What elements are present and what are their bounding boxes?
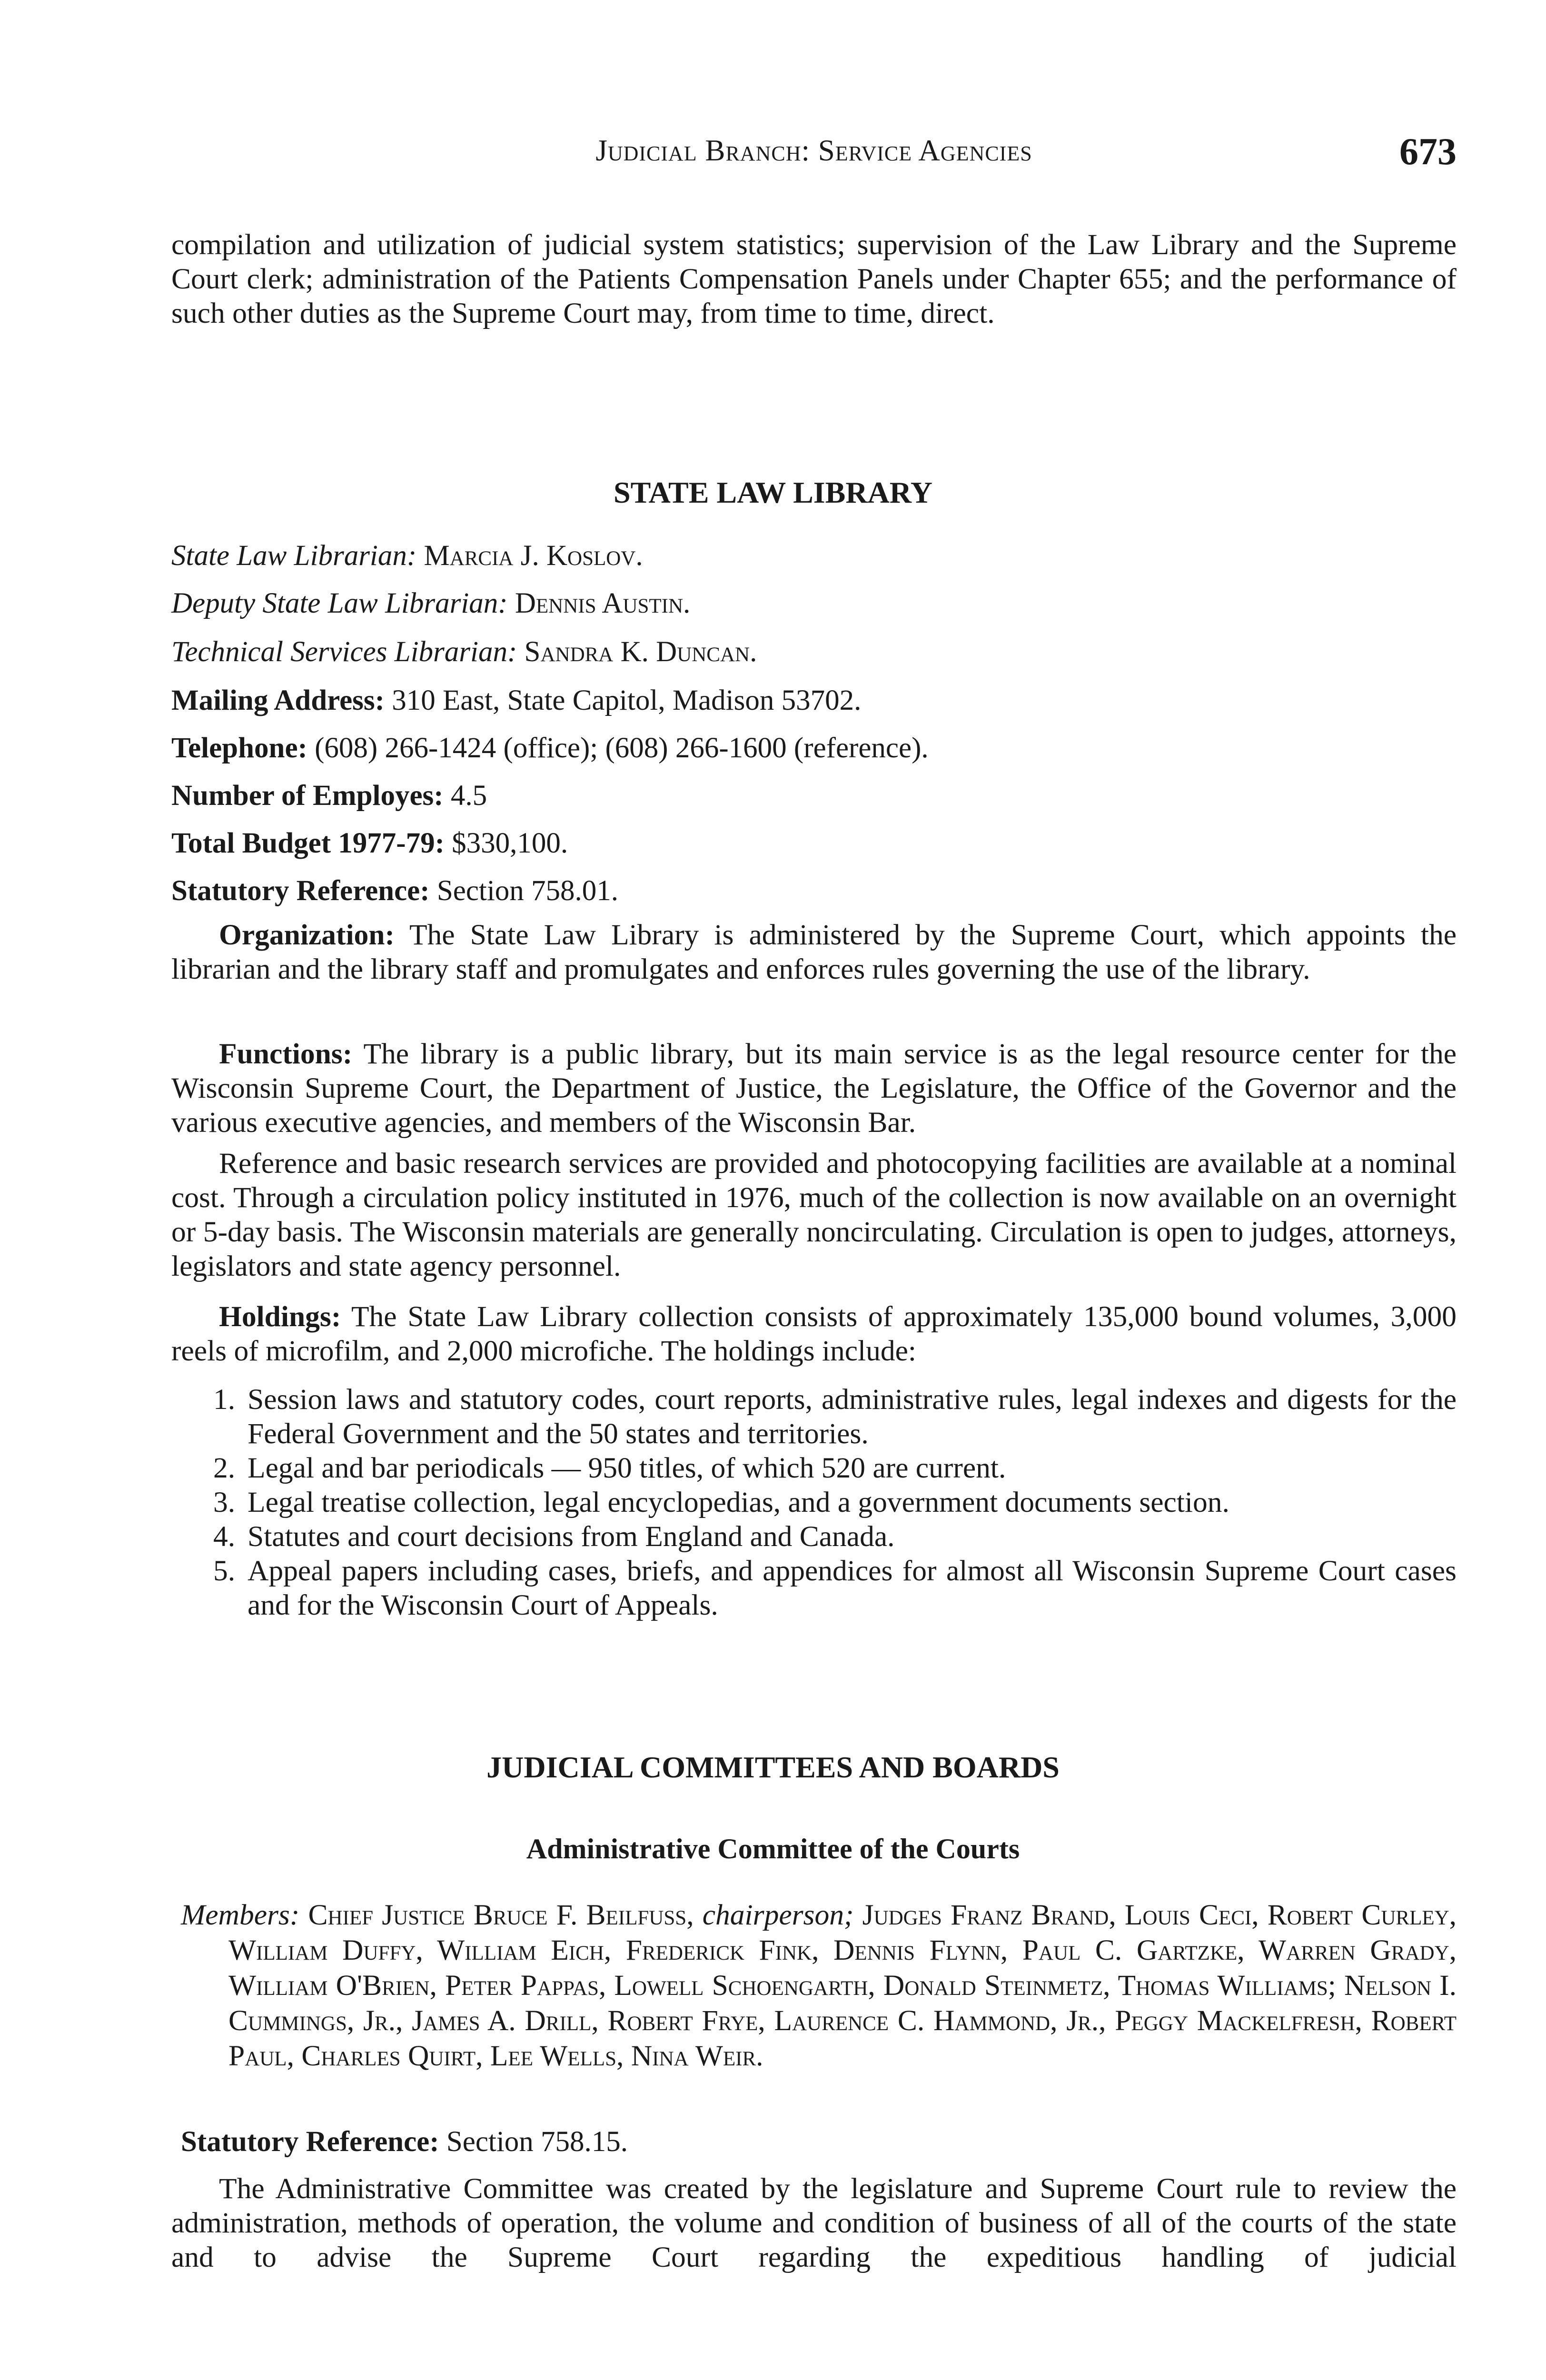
list-item-number: 1. <box>213 1383 236 1416</box>
list-item-number: 2. <box>213 1452 236 1484</box>
field-value: Dennis Austin. <box>515 587 691 619</box>
field-label: Technical Services Librarian: <box>171 636 517 668</box>
field-value: Section 758.15. <box>446 2126 628 2158</box>
holdings-paragraph <box>171 1299 1457 1368</box>
field-label: Total Budget 1977-79: <box>171 827 445 859</box>
organization-paragraph <box>171 918 1457 986</box>
list-item-number: 3. <box>213 1486 236 1518</box>
list-item <box>200 1451 1457 1485</box>
holdings-list <box>200 1382 1457 1622</box>
field-value: (608) 266-1424 (office); (608) 266-1600 (reference). <box>315 732 929 764</box>
field-label: State Law Librarian: <box>171 540 417 572</box>
section-heading-committees: JUDICIAL COMMITTEES AND BOARDS <box>486 1750 1060 1784</box>
field-label: Mailing Address: <box>171 684 385 716</box>
list-item-text: Session laws and statutory codes, court reports, administrative rules, legal indexes and digests for the Federal Government and the 50 states and territories. <box>248 1383 1457 1450</box>
field-value: 310 East, State Capitol, Madison 53702. <box>392 684 862 716</box>
page-number: 673 <box>1399 131 1457 173</box>
members-lead: Chief Justice Bruce F. Beilfuss, <box>308 1899 694 1931</box>
list-item-number: 4. <box>213 1520 236 1553</box>
paragraph-text: The library is a public library, but its main service is as the legal resource center for the Wisconsin Supreme Court, the Department of Justice, the Legislature, the Office of the Governor and the various executive agencies, and members of the Wisconsin Bar. <box>171 1038 1457 1139</box>
functions-paragraph <box>171 1037 1457 1140</box>
list-item <box>200 1382 1457 1451</box>
members-paragraph <box>181 1897 1457 2073</box>
field-label: Number of Employes: <box>171 780 444 812</box>
field-value: $330,100. <box>452 827 568 859</box>
reference-paragraph: Reference and basic research services are provided and photocopying facilities are available at a nominal cost. Through a circulation policy instituted in 1976, much of the collection is now available on an overnight or 5-day basis. The Wisconsin materials are generally noncirculating. Circulation is open to judges, attorneys, legislators and state agency personnel. <box>171 1147 1457 1282</box>
section-heading-law-library: STATE LAW LIBRARY <box>614 476 932 509</box>
closing-paragraph: The Administrative Committee was created by the legislature and Supreme Court rule to review the administration, methods of operation, the volume and condition of business of all of the courts of the state and to advise the Supreme Court regarding the expeditious handling of judicial <box>171 2172 1457 2273</box>
field-committee-statutory-reference <box>181 2123 628 2161</box>
paragraph-label: Holdings: <box>219 1300 341 1333</box>
field-label: Deputy State Law Librarian: <box>171 587 508 619</box>
field-total-budget <box>171 824 568 863</box>
running-head-title: Judicial Branch: Service Agencies <box>595 134 1032 167</box>
paragraph-text: The State Law Library is administered by the Supreme Court, which appoints the librarian and the library staff and promulgates and enforces rules governing the use of the library. <box>171 919 1457 985</box>
list-item-text: Legal and bar periodicals — 950 titles, of which 520 are current. <box>248 1452 1006 1484</box>
list-item-number: 5. <box>213 1555 236 1587</box>
field-statutory-reference <box>171 872 618 910</box>
list-item <box>200 1485 1457 1519</box>
field-label: Statutory Reference: <box>181 2126 439 2158</box>
members-label: Members: <box>181 1899 300 1931</box>
list-item <box>200 1554 1457 1622</box>
field-state-law-librarian <box>171 537 643 575</box>
field-value: Sandra K. Duncan. <box>524 636 757 668</box>
field-deputy-librarian <box>171 585 690 623</box>
list-item-text: Appeal papers including cases, briefs, and appendices for almost all Wisconsin Supreme Court cases and for the Wisconsin Court of Appeals. <box>248 1555 1457 1621</box>
list-item-text: Legal treatise collection, legal encyclopedias, and a government documents section. <box>248 1486 1229 1518</box>
members-list: Judges Franz Brand, Louis Ceci, Robert Curley, William Duffy, William Eich, Frederick Fink, Dennis Flynn, Paul C. Gartzke, Warren Grady, William O'Brien, Peter Pappas, Lowell Schoengarth, Donald Steinmetz, Thomas Williams; Nelson I. Cummings, Jr., James A. Drill, Robert Frye, Laurence C. Hammond, Jr., Peggy Mackelfresh, Robert Paul, Charles Quirt, Lee Wells, Nina Weir. <box>228 1899 1457 2072</box>
field-value: 4.5 <box>450 780 487 812</box>
subheading-administrative-committee: Administrative Committee of the Courts <box>526 1833 1020 1864</box>
paragraph-label: Organization: <box>219 919 395 951</box>
list-item <box>200 1519 1457 1554</box>
field-label: Telephone: <box>171 732 307 764</box>
field-technical-librarian <box>171 633 757 671</box>
running-head <box>171 133 1457 176</box>
field-telephone <box>171 729 929 767</box>
list-item-text: Statutes and court decisions from England and Canada. <box>248 1520 895 1553</box>
paragraph-label: Functions: <box>219 1038 353 1070</box>
field-label: Statutory Reference: <box>171 875 430 907</box>
field-number-of-employes <box>171 777 487 815</box>
field-mailing-address <box>171 682 861 720</box>
field-value: Marcia J. Koslov. <box>424 540 643 572</box>
paragraph-text: The State Law Library collection consists of approximately 135,000 bound volumes, 3,000 reels of microfilm, and 2,000 microfiche. The holdings include: <box>171 1300 1457 1367</box>
field-value: Section 758.01. <box>436 875 619 907</box>
members-role: chairperson; <box>702 1899 854 1931</box>
intro-paragraph: compilation and utilization of judicial system statistics; supervision of the Law Library and the Supreme Court clerk; administration of the Patients Compensation Panels under Chapter 655; and the performance of such other duties as the Supreme Court may, from time to time, direct. <box>171 228 1457 329</box>
